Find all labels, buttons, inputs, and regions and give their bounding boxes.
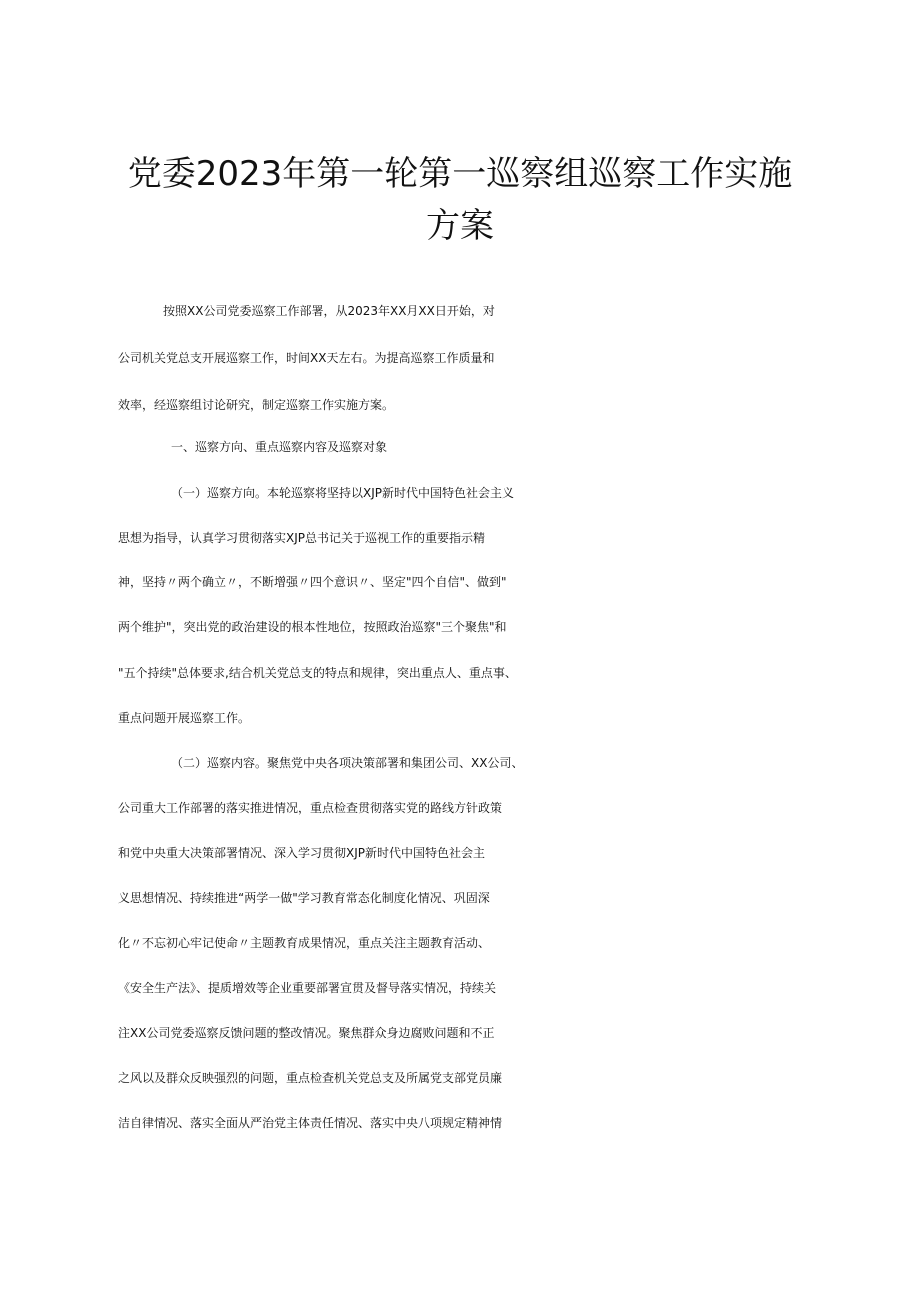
body-line: 公司机关党总支开展巡察工作，时间XX天左右。为提高巡察工作质量和 [118, 351, 495, 365]
body-line: 之风以及群众反映强烈的问题，重点检查机关党总支及所属党支部党员廉 [118, 1071, 503, 1085]
body-line: 按照XX公司党委巡察工作部署，从2023年XX月XX日开始，对 [163, 304, 495, 318]
body-line: （二）巡察内容。聚焦党中央各项决策部署和集团公司、XX公司、 [171, 756, 524, 770]
body-line: 洁自律情况、落实全面从严治党主体责任情况、落实中央八项规定精神情 [118, 1116, 503, 1130]
body-line: 注XX公司党委巡察反馈问题的整改情况。聚焦群众身边腐败问题和不正 [118, 1026, 495, 1040]
body-line: 神，坚持〃两个确立〃，不断增强〃四个意识〃、坚定"四个自信"、做到" [118, 575, 507, 589]
section-heading: 一、巡察方向、重点巡察内容及巡察对象 [171, 440, 388, 454]
document-title-line-2: 方案 [426, 206, 494, 246]
body-line: 两个维护"，突出党的政治建设的根本性地位，按照政治巡察"三个聚焦"和 [118, 620, 507, 634]
body-line: 和党中央重大决策部署情况、深入学习贯彻XJP新时代中国特色社会主 [118, 846, 485, 860]
body-line: （一）巡察方向。本轮巡察将坚持以XJP新时代中国特色社会主义 [171, 486, 514, 500]
document-title-line-1: 党委2023年第一轮第一巡察组巡察工作实施 [127, 154, 793, 194]
body-line: "五个持续"总体要求,结合机关党总支的特点和规律，突出重点人、重点事、 [118, 666, 517, 680]
body-line: 思想为指导，认真学习贯彻落实XJP总书记关于巡视工作的重要指示精 [118, 531, 485, 545]
body-line: 《安全生产法》、提质增效等企业重要部署宣贯及督导落实情况，持续关 [118, 981, 497, 995]
body-line: 效率，经巡察组讨论研究，制定巡察工作实施方案。 [118, 398, 395, 412]
body-line: 重点问题开展巡察工作。 [118, 711, 251, 725]
body-line: 化〃不忘初心牢记使命〃主题教育成果情况，重点关注主题教育活动、 [118, 936, 491, 950]
body-line: 公司重大工作部署的落实推进情况，重点检查贯彻落实党的路线方针政策 [118, 801, 503, 815]
body-line: 义思想情况、持续推进“两学一做"学习教育常态化制度化情况、巩固深 [118, 891, 490, 905]
